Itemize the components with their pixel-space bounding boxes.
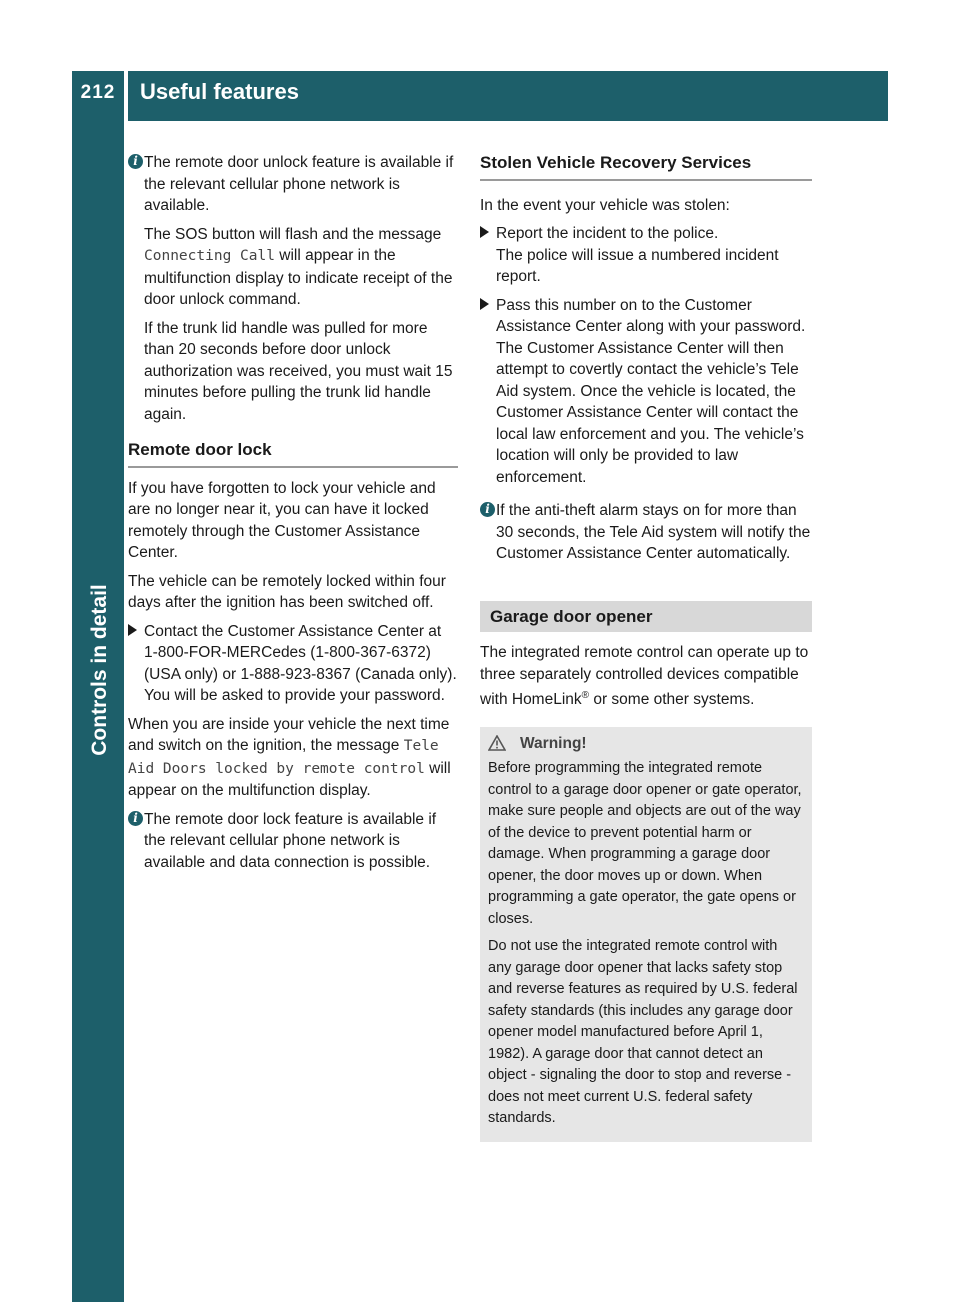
- info-note-unlock: [128, 152, 458, 425]
- step-result: The Customer Assistance Center will then attempt to covertly contact the vehicle’s Tele Aid system. Once the vehicle is located, the Customer Assistance Center will contact the local law enforcement and you. The vehicle’s location will only be provided to law enforcement.: [496, 339, 804, 486]
- paragraph: If you have forgotten to lock your vehicle and are no longer near it, you can have it locked remotely through the Customer Assistance Center.: [128, 479, 436, 561]
- step-item: [480, 295, 812, 489]
- info-text: If the anti-theft alarm stays on for more than 30 seconds, the Tele Aid system will notify the Customer Assistance Center automatically.: [496, 502, 811, 562]
- warning-title: Warning!: [520, 734, 587, 752]
- right-column: [480, 152, 812, 1142]
- warning-header: [488, 733, 804, 755]
- heading-remote-door-lock: Remote door lock: [128, 439, 458, 468]
- step-item: [480, 223, 812, 288]
- info-icon: i: [128, 154, 143, 169]
- step-result: You will be asked to provide your password.: [144, 687, 445, 704]
- step-text: Contact the Customer Assistance Center at 1-800-FOR-MERCedes (1-800-367-6372) (USA only) or 1-888-923-8367 (Canada only).: [144, 622, 457, 683]
- paragraph: In the event your vehicle was stolen:: [480, 196, 730, 214]
- info-text: The remote door lock feature is available if the relevant cellular phone network is available and data connection is possible.: [144, 810, 437, 871]
- step-arrow-icon: [128, 624, 137, 636]
- warning-text: Before programming the integrated remote control to a garage door opener or gate operator, make sure people and objects are out of the way of the device to prevent potential harm or damage. When programming a garage door opener, the door moves up or down. When programming a gate operator, the gate opens or closes.: [488, 760, 802, 927]
- step-text: Pass this number on to the Customer Assistance Center along with your password.: [496, 296, 806, 335]
- info-text: The SOS button will flash and the message Connecting Call will appear in the multifunction display to indicate receipt of the door unlock command.: [144, 225, 453, 308]
- paragraph: When you are inside your vehicle the next time and switch on the ignition, the message Tele Aid Doors locked by remote control will appear on the multifunction display.: [128, 715, 451, 799]
- left-column: [128, 152, 458, 880]
- step-arrow-icon: [480, 226, 489, 238]
- step-text: Report the incident to the police.: [496, 225, 719, 242]
- side-label: [70, 520, 130, 820]
- step-item: [128, 621, 458, 707]
- section-title: Useful features: [140, 79, 299, 104]
- info-note-alarm: [480, 500, 812, 565]
- info-icon: i: [480, 502, 495, 517]
- side-label-text: Controls in detail: [88, 584, 111, 756]
- heading-garage-door-opener: Garage door opener: [480, 601, 812, 633]
- header-divider: [124, 71, 128, 121]
- display-message: Connecting Call: [144, 248, 275, 264]
- heading-stolen-vehicle: Stolen Vehicle Recovery Services: [480, 152, 812, 181]
- info-text: The remote door unlock feature is available if the relevant cellular phone network is available.: [144, 154, 454, 214]
- warning-text: Do not use the integrated remote control with any garage door opener that lacks safety stop and reverse features as required by U.S. federal safety standards (this includes any garage door opener model manufactured before April 1, 1982). A garage door that cannot detect an object - signaling the door to stop and reverse - does not meet current U.S. federal safety standards.: [488, 938, 798, 1127]
- paragraph: The integrated remote control can operate up to three separately controlled devices compatible with HomeLink® or some other systems.: [480, 644, 809, 709]
- paragraph: The vehicle can be remotely locked within four days after the ignition has been switched off.: [128, 572, 446, 611]
- info-note-lock: [128, 809, 458, 874]
- info-text: If the trunk lid handle was pulled for more than 20 seconds before door unlock authorization was received, you must wait 15 minutes before pulling the trunk lid handle again.: [144, 319, 453, 423]
- side-tab: [72, 121, 124, 305]
- warning-box: [480, 727, 812, 1142]
- step-arrow-icon: [480, 298, 489, 310]
- warning-triangle-icon: [488, 735, 506, 751]
- step-result: The police will issue a numbered incident report.: [496, 246, 779, 285]
- display-message: Tele Aid Doors locked by remote control: [128, 738, 439, 777]
- info-icon: i: [128, 811, 143, 826]
- page-number: 212: [80, 82, 116, 103]
